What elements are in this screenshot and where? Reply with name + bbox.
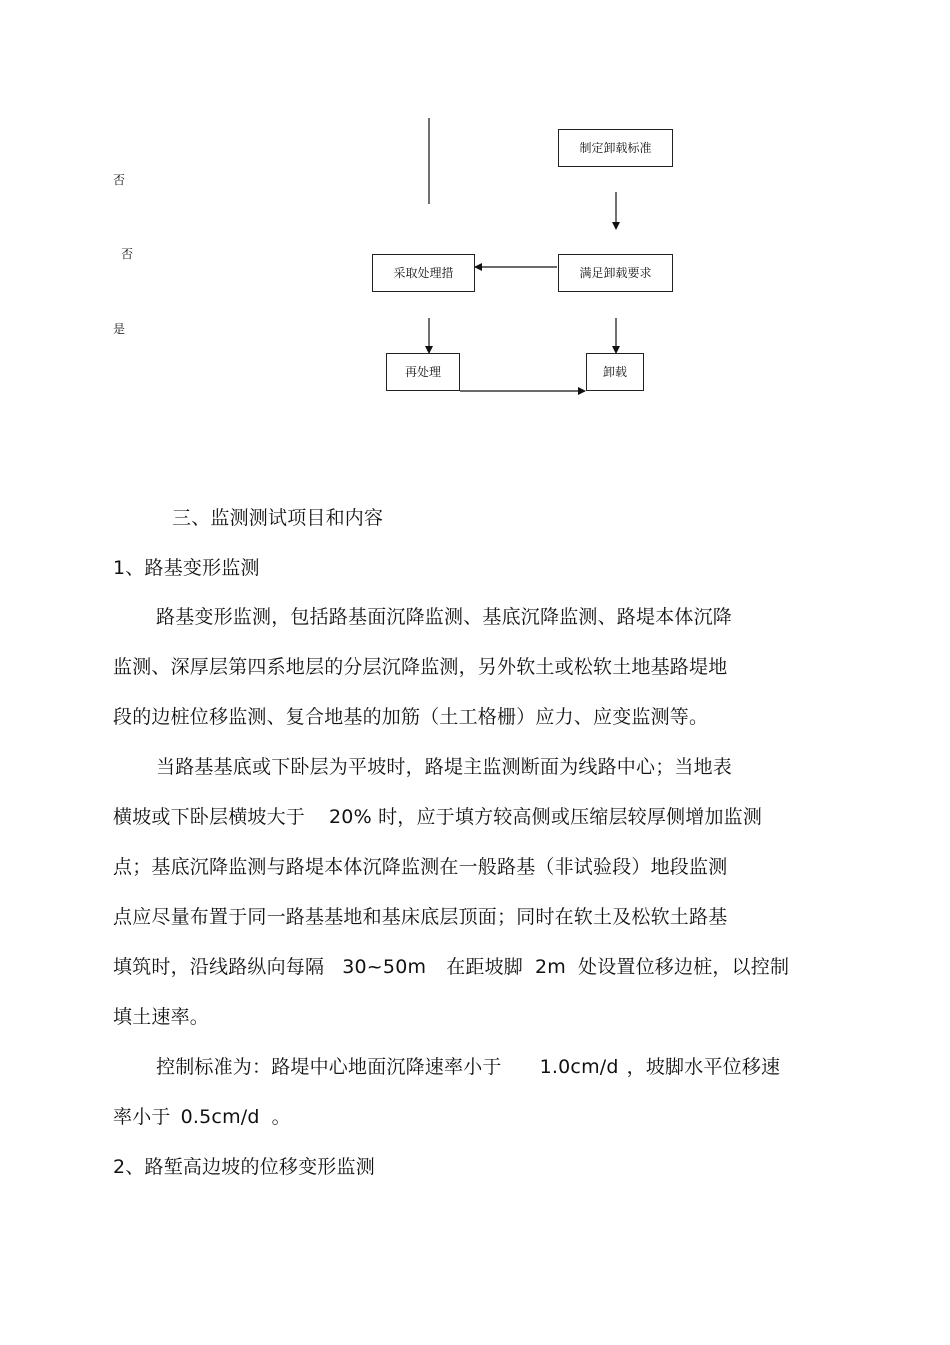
paragraph-2-line-5-text-c: 处设置位移边桩，以控制 xyxy=(578,956,790,978)
unloading-flowchart xyxy=(0,0,950,420)
paragraph-3-line-2-text-a: 率小于 xyxy=(113,1106,171,1128)
paragraph-2-line-1: 当路基基底或下卧层为平坡时，路堤主监测断面为线路中心；当地表 xyxy=(156,756,733,778)
box-reprocess: 再处理 xyxy=(386,353,460,391)
paragraph-2-line-3: 点；基底沉降监测与路堤本体沉降监测在一般路基（非试验段）地段监测 xyxy=(113,856,728,878)
paragraph-2-line-5-value-distance: 2m xyxy=(535,956,566,978)
box-take-measures: 采取处理措 xyxy=(372,254,475,292)
paragraph-1-line-3: 段的边桩位移监测、复合地基的加筋（土工格栅）应力、应变监测等。 xyxy=(113,706,709,728)
box-unload: 卸载 xyxy=(586,353,644,391)
paragraph-2-line-5-value-spacing: 30~50m xyxy=(342,956,427,978)
paragraph-2-line-2-text-a: 横坡或下卧层横坡大于 xyxy=(113,806,306,828)
paragraph-2-line-5 xyxy=(113,958,789,977)
paragraph-2-line-2 xyxy=(113,808,762,827)
paragraph-2-line-2-text-b: 20% 时，应于填方较高侧或压缩层较厚侧增加监测 xyxy=(329,806,763,828)
paragraph-3-line-2 xyxy=(113,1108,291,1127)
paragraph-3-line-1-value-settlement: 1.0cm/d xyxy=(539,1056,619,1078)
paragraph-2-line-4: 点应尽量布置于同一路基基地和基床底层顶面；同时在软土及松软土路基 xyxy=(113,906,728,928)
subsection-heading-2: 2、路堑高边坡的位移变形监测 xyxy=(113,1156,375,1178)
paragraph-2-line-5-text-b: 在距坡脚 xyxy=(446,956,523,978)
paragraph-2-line-6: 填土速率。 xyxy=(113,1006,210,1028)
box-meet-unload-requirement: 满足卸载要求 xyxy=(558,254,673,292)
branch-label-no-2: 否 xyxy=(121,247,134,261)
paragraph-3-line-1 xyxy=(156,1058,780,1077)
paragraph-3-line-2-value-displacement: 0.5cm/d xyxy=(180,1106,260,1128)
paragraph-1-line-2: 监测、深厚层第四系地层的分层沉降监测，另外软土或松软土地基路堤地 xyxy=(113,656,728,678)
branch-label-no-1: 否 xyxy=(113,173,126,187)
subsection-heading-1: 1、路基变形监测 xyxy=(113,557,260,579)
paragraph-3-line-1-text-a: 控制标准为：路堤中心地面沉降速率小于 xyxy=(156,1056,502,1078)
paragraph-3-line-2-text-b: 。 xyxy=(271,1106,291,1128)
paragraph-1-line-1: 路基变形监测，包括路基面沉降监测、基底沉降监测、路堤本体沉降 xyxy=(156,606,733,628)
section-heading: 三、监测测试项目和内容 xyxy=(172,507,384,529)
paragraph-3-line-1-text-b: ，坡脚水平位移速 xyxy=(626,1056,781,1078)
flowchart-connectors xyxy=(0,0,950,420)
box-set-unload-standard: 制定卸载标准 xyxy=(558,129,673,167)
paragraph-2-line-5-text-a: 填筑时，沿线路纵向每隔 xyxy=(113,956,325,978)
branch-label-yes: 是 xyxy=(113,322,126,336)
